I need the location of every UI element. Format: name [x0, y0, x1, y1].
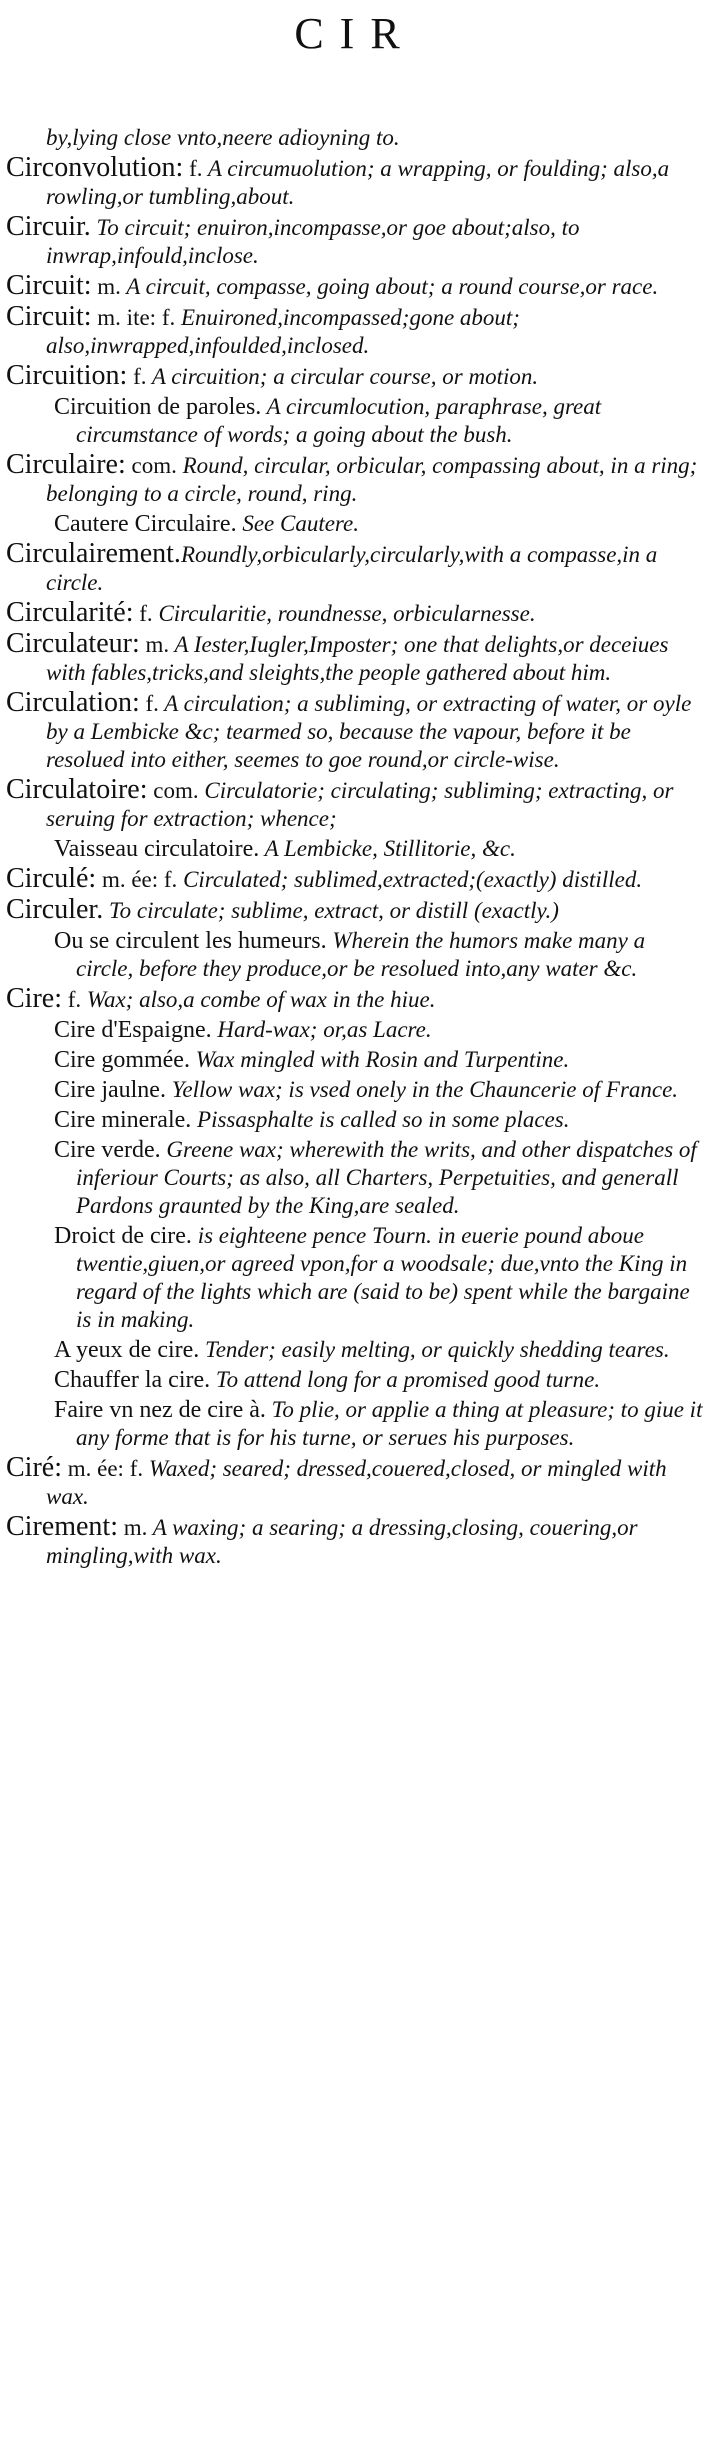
subentry-faire-vn-nez-de-cire	[6, 1396, 704, 1452]
entry-definition: To circuit; enuiron,incompasse,or goe about;also, to inwrap,infould,inclose.	[46, 215, 580, 268]
entry-circularite	[6, 599, 704, 628]
entry-headword: Cautere Circulaire.	[54, 511, 237, 537]
entry-gender: f.	[139, 691, 159, 716]
entry-gender: com.	[147, 778, 199, 803]
entry-headword: A yeux de cire.	[54, 1337, 200, 1363]
entry-definition: To attend long for a promised good turne.	[210, 1367, 601, 1392]
subentry-cire-jaulne	[6, 1076, 704, 1104]
entry-continuation	[6, 124, 704, 152]
entry-headword: Cire d'Espaigne.	[54, 1017, 212, 1043]
entry-definition: Wax; also,a combe of wax in the hiue.	[81, 987, 436, 1012]
entry-circulatoire	[6, 776, 704, 833]
entry-circuler	[6, 896, 704, 925]
entry-headword: Circulairement.	[6, 538, 181, 569]
entry-definition: Wax mingled with Rosin and Turpentine.	[189, 1047, 570, 1072]
entry-definition: Hard-wax; or,as Lacre.	[211, 1017, 432, 1042]
entry-gender: m.	[91, 274, 121, 299]
subentry-chauffer-la-cire	[6, 1366, 704, 1394]
entry-definition: Tender; easily melting, or quickly shedding teares.	[199, 1337, 670, 1362]
entry-headword: Vaisseau circulatoire.	[54, 836, 260, 862]
subentry-vaisseau-circulatoire	[6, 835, 704, 863]
entry-definition: A Lembicke, Stillitorie, &c.	[259, 836, 516, 861]
entry-headword: Cire gommée.	[54, 1047, 190, 1073]
entry-headword: Circulateur:	[6, 628, 140, 659]
subentry-cire-despaigne	[6, 1016, 704, 1044]
entry-gender: f.	[183, 156, 203, 181]
entry-headword: Circularité:	[6, 597, 134, 628]
entry-gender: m. ée: f.	[96, 867, 178, 892]
subentry-circuition-de-paroles	[6, 393, 704, 449]
entry-headword: Circulé:	[6, 863, 97, 894]
entry-definition: Circularitie, roundnesse, orbicularnesse.	[152, 601, 536, 626]
entry-definition: Enuironed,incompassed;gone about; also,inwrapped,infoulded,inclosed.	[46, 305, 520, 358]
entry-gender: m. ite: f.	[91, 305, 176, 330]
entry-headword: Ou se circulent les humeurs.	[54, 928, 327, 954]
entry-definition: Round, circular, orbicular, compassing about, in a ring; belonging to a circle, round, ring.	[46, 453, 698, 506]
entry-definition: Greene wax; wherewith the writs, and other dispatches of inferiour Courts; as also, all Charters, Perpetuities, and generall Pardons graunted by the King,are sealed.	[76, 1137, 697, 1218]
entry-gender: f.	[133, 601, 153, 626]
entry-headword: Chauffer la cire.	[54, 1367, 211, 1393]
entry-headword: Cire minerale.	[54, 1107, 192, 1133]
entry-headword: Circulatoire:	[6, 774, 148, 805]
entry-headword: Circulation:	[6, 687, 140, 718]
page-header: CIR	[294, 9, 416, 58]
entry-gender: m.	[117, 1515, 148, 1540]
subentry-cire-gommee	[6, 1046, 704, 1074]
entry-definition: A circumuolution; a wrapping, or foulding; also,a rowling,or tumbling,about.	[46, 156, 670, 209]
entry-headword: Circuition:	[6, 360, 128, 391]
entry-headword: Circuler.	[6, 894, 104, 925]
entry-headword: Cirement:	[6, 1511, 118, 1542]
entry-cirement	[6, 1513, 704, 1570]
entry-circulation	[6, 689, 704, 774]
entry-circonvolution	[6, 154, 704, 211]
entry-headword: Circulaire:	[6, 449, 126, 480]
entry-headword: Circuir.	[6, 211, 91, 242]
entry-definition: A waxing; a searing; a dressing,closing, couering,or mingling,with wax.	[46, 1515, 638, 1568]
entry-definition: by,lying close vnto,neere adioyning to.	[46, 125, 400, 150]
entry-headword: Circuit:	[6, 270, 92, 301]
entry-definition: Roundly,orbicularly,circularly,with a compasse,in a circle.	[46, 542, 658, 595]
entry-definition: Pissasphalte is called so in some places.	[191, 1107, 570, 1132]
entry-cire	[6, 985, 704, 1014]
entry-gender: m.	[139, 632, 170, 657]
entry-definition: A Iester,Iugler,Imposter; one that delights,or deceiues with fables,tricks,and sleights,the people gathered about him.	[46, 632, 669, 685]
entry-definition: Wherein the humors make many a circle, before they produce,or be resolued into,any water &c.	[76, 928, 646, 981]
entry-headword: Cire:	[6, 983, 62, 1014]
entry-circulaire	[6, 451, 704, 508]
entry-definition: Circulatorie; circulating; subliming; extracting, or seruing for extraction; whence;	[46, 778, 674, 831]
entry-circulateur	[6, 630, 704, 687]
subentry-a-yeux-de-cire	[6, 1336, 704, 1364]
entry-definition: A circulation; a subliming, or extracting of water, or oyle by a Lembicke &c; tearmed so, because the vapour, before it be resolued into either, seemes to goe round,or circle-wise.	[46, 691, 692, 772]
entry-definition: To plie, or applie a thing at pleasure; to giue it any forme that is for his turne, or serues his purposes.	[76, 1397, 703, 1450]
entry-circulairement	[6, 540, 704, 597]
entry-definition: To circulate; sublime, extract, or distill (exactly.)	[103, 898, 559, 923]
entry-definition: A circumlocution, paraphrase, great circumstance of words; a going about the bush.	[76, 394, 602, 447]
entry-headword: Cire verde.	[54, 1137, 161, 1163]
entry-circuit-adjective	[6, 303, 704, 360]
entry-definition: is eighteene pence Tourn. in euerie pound aboue twentie,giuen,or agreed vpon,for a woodsale; due,vnto the King in regard of the lights which are (said to be) spent while the bargaine is in making.	[76, 1223, 690, 1332]
entry-definition: A circuit, compasse, going about; a round course,or race.	[120, 274, 659, 299]
entry-circuit-noun	[6, 272, 704, 301]
entry-definition: See Cautere.	[236, 511, 359, 536]
entry-headword: Circuition de paroles.	[54, 394, 262, 420]
entry-circule	[6, 865, 704, 894]
entry-gender: m. ée: f.	[62, 1456, 144, 1481]
entry-headword: Circonvolution:	[6, 152, 184, 183]
entry-gender: f.	[127, 364, 147, 389]
entry-gender: com.	[125, 453, 177, 478]
entry-headword: Circuit:	[6, 301, 92, 332]
subentry-cire-minerale	[6, 1106, 704, 1134]
entry-cire-participle	[6, 1454, 704, 1511]
subentry-cautere-circulaire	[6, 510, 704, 538]
entry-headword: Cire jaulne.	[54, 1077, 166, 1103]
subentry-droict-de-cire	[6, 1222, 704, 1334]
entry-definition: Yellow wax; is vsed onely in the Chauncerie of France.	[165, 1077, 679, 1102]
entry-gender: f.	[62, 987, 82, 1012]
entry-circuition	[6, 362, 704, 391]
entry-definition: Circulated; sublimed,extracted;(exactly) distilled.	[177, 867, 643, 892]
entry-headword: Droict de cire.	[54, 1223, 192, 1249]
entry-headword: Ciré:	[6, 1452, 62, 1483]
subentry-ou-se-circulent	[6, 927, 704, 983]
subentry-cire-verde	[6, 1136, 704, 1220]
entry-definition: A circuition; a circular course, or motion.	[146, 364, 539, 389]
entry-definition: Waxed; seared; dressed,couered,closed, or mingled with wax.	[46, 1456, 667, 1509]
entry-headword: Faire vn nez de cire à.	[54, 1397, 266, 1423]
entry-circuir	[6, 213, 704, 270]
